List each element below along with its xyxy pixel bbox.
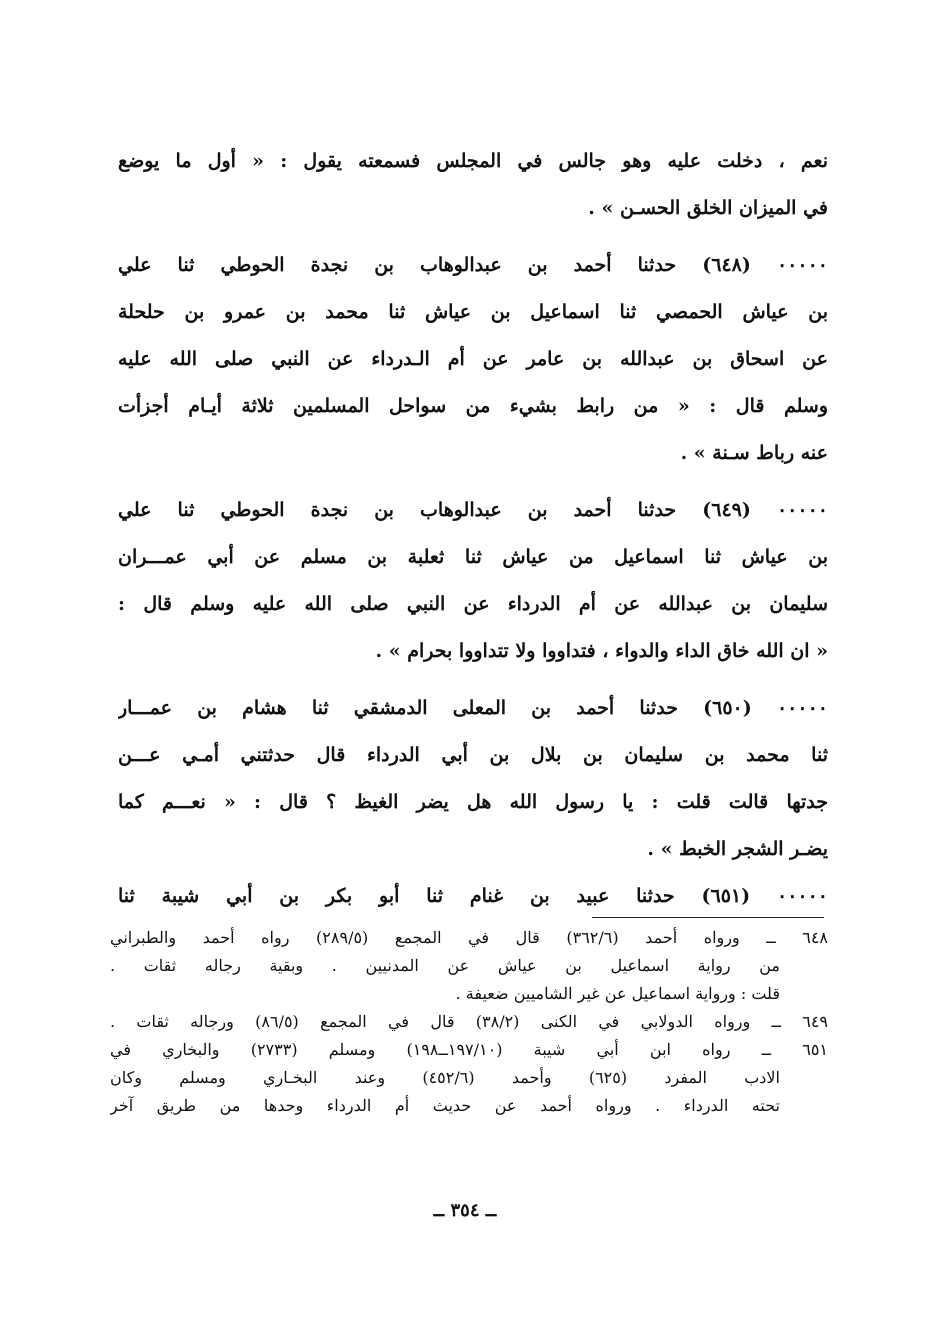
footnote-line: الادب المفرد (٦٢٥) وأحمد (٤٥٢/٦) وعند البخـاري ومسلم وكان (110, 1068, 781, 1087)
main-text (118, 138, 828, 920)
footnote-line: تحته الدرداء . ورواه أحمد عن حديث أم الدرداء وحدها من طريق آخر (110, 1096, 780, 1115)
hadith-650-line: جدتها قالت قلت : يا رسول الله هل يضر الغيظ ؟ قال : « نعـــم كما (118, 791, 828, 813)
hadith-650-line: ثنا محمد بن سليمان بن بلال بن أبي الدرداء قال حدثتني أمـي عـــن (118, 744, 828, 766)
text-line: في الميزان الخلق الحسـن » . (588, 197, 828, 219)
page-number: ــ ٣٥٤ ــ (433, 1200, 497, 1221)
footnote-line: قلت : ورواية اسماعيل عن غير الشاميين ضعيفة . (455, 984, 780, 1003)
footnote-line: ٦٤٩ ــ ورواه الدولابي في الكنى (٣٨/٢) قال في المجمع (٨٦/٥) ورجاله ثقات . (110, 1012, 828, 1031)
hadith-648-line: ٠٠٠٠٠ (٦٤٨) حدثنا أحمد بن عبدالوهاب بن نجدة الحوطي ثنا علي (118, 254, 828, 276)
text-line: نعم ، دخلت عليه وهو جالس في المجلس فسمعته يقول : « أول ما يوضع (118, 150, 828, 172)
hadith-648-line: وسلم قال : « من رابط بشيء من سواحل المسلمين ثلاثة أيـام أجزأت (118, 395, 828, 417)
hadith-649-line: ٠٠٠٠٠ (٦٤٩) حدثنا أحمد بن عبدالوهاب بن نجدة الحوطي ثنا علي (118, 499, 828, 521)
footnote-line: من رواية اسماعيل بن عياش عن المدنيين . وبقية رجاله ثقات . (110, 956, 780, 975)
hadith-651-line: ٠٠٠٠٠ (٦٥١) حدثنا عبيد بن غنام ثنا أبو بكر بن أبي شيبة ثنا (118, 885, 828, 907)
hadith-648-line: عنه رباط سـنة » . (680, 442, 828, 464)
hadith-649-line: سليمان بن عبدالله عن أم الدرداء عن النبي صلى الله عليه وسلم قال : (118, 593, 828, 615)
footnote-line: ٦٥١ ــ رواه ابن أبي شيبة (١٩٧/١٠ــ١٩٨) ومسلم (٢٧٣٣) والبخاري في (110, 1040, 828, 1059)
footnote-line: ٦٤٨ ــ ورواه أحمد (٣٦٢/٦) قال في المجمع (٢٨٩/٥) رواه أحمد والطبراني (110, 928, 828, 947)
hadith-648-line: عن اسحاق بن عبدالله بن عامر عن أم الـدرداء عن النبي صلى الله عليه (118, 348, 828, 370)
hadith-648-line: بن عياش الحمصي ثنا اسماعيل بن عياش ثنا محمد بن عمرو بن حلحلة (118, 301, 828, 323)
hadith-649-line: بن عياش ثنا اسماعيل من عياش ثنا ثعلبة بن مسلم عن أبي عمـــران (118, 546, 828, 568)
footnote-divider (592, 917, 824, 918)
hadith-649-line: « ان الله خاق الداء والدواء ، فتداووا ولا تتداووا بحرام » . (375, 640, 828, 662)
hadith-650-line: يضـر الشجر الخبط » . (647, 838, 828, 860)
hadith-650-line: ٠٠٠٠٠ (٦٥٠) حدثنا أحمد بن المعلى الدمشقي ثنا هشام بن عمـــار (118, 697, 828, 719)
footnotes (110, 924, 828, 1120)
